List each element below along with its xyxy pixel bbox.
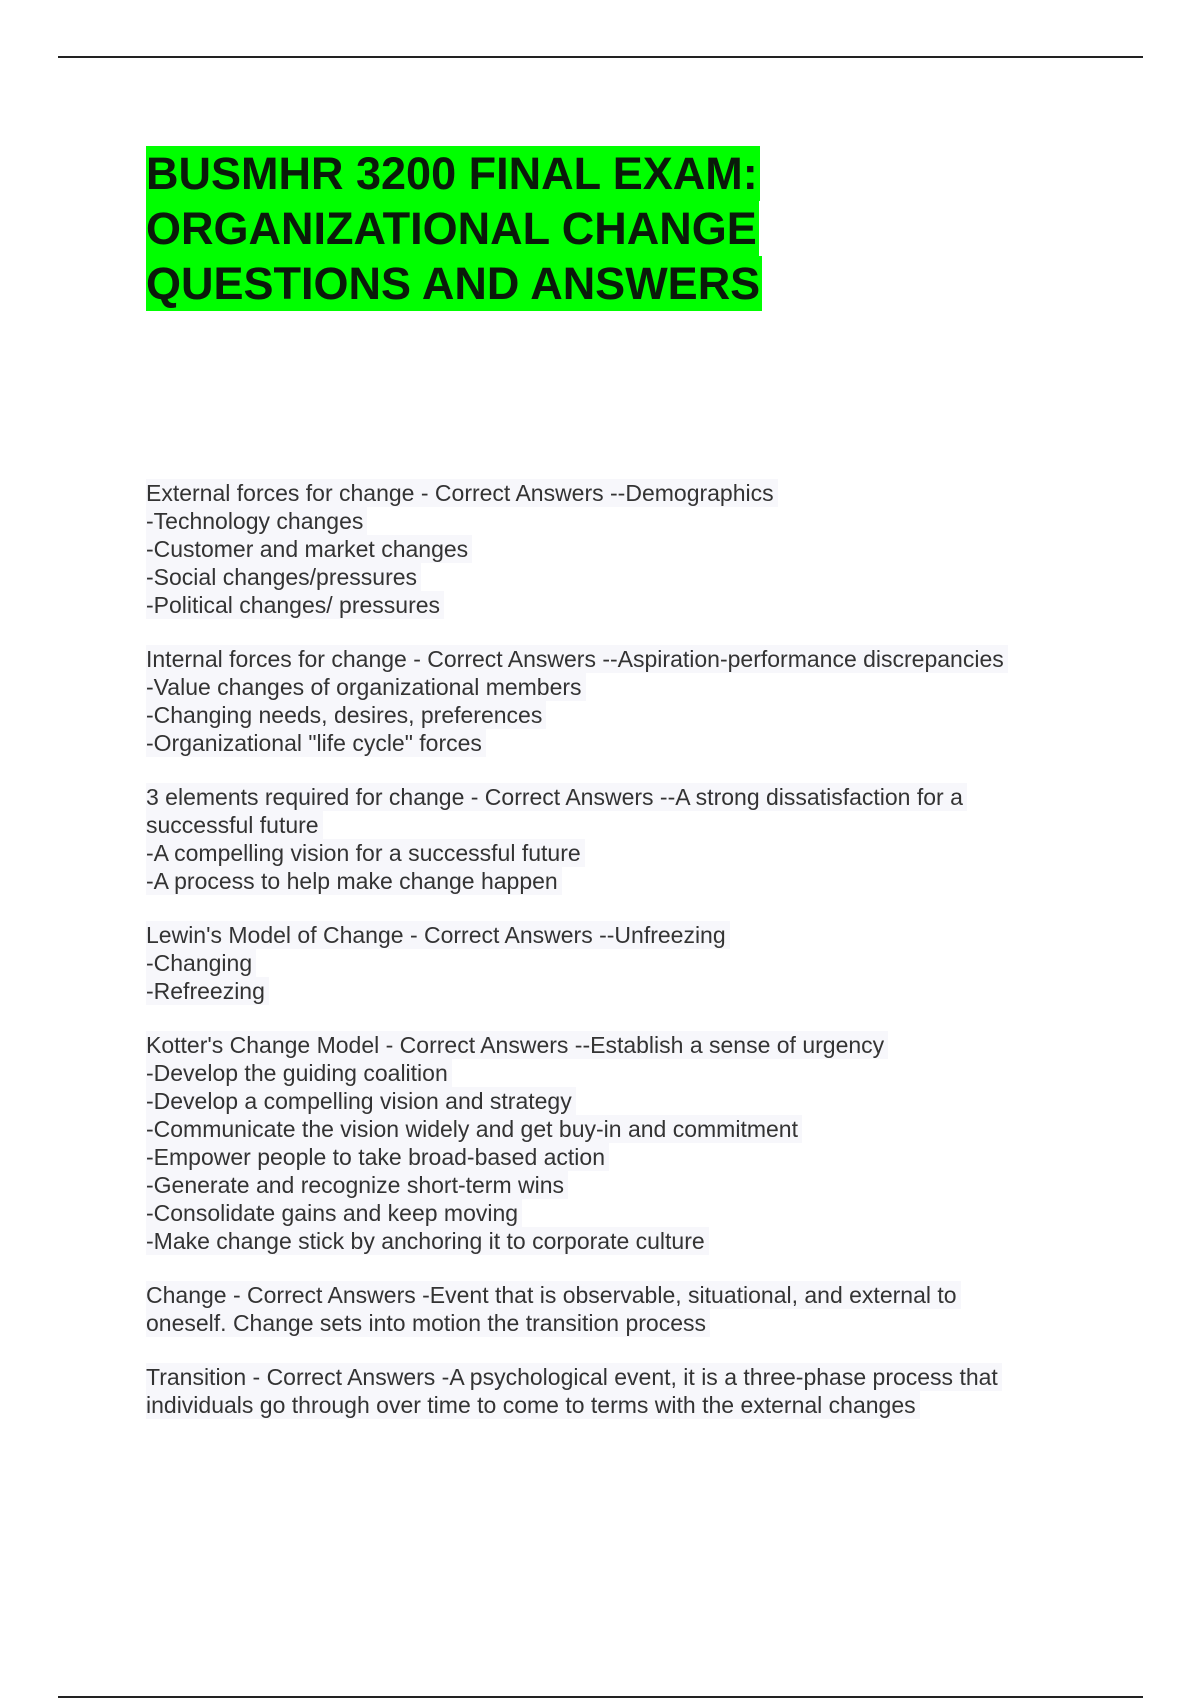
qa-line: oneself. Change sets into motion the transition process (146, 1309, 710, 1337)
title-line-2: ORGANIZATIONAL CHANGE (146, 203, 757, 254)
qa-change (146, 1281, 1106, 1337)
qa-line: -Political changes/ pressures (146, 591, 444, 619)
qa-list (146, 479, 1106, 1445)
qa-line: -Generate and recognize short-term wins (146, 1171, 568, 1199)
qa-line: -Social changes/pressures (146, 563, 421, 591)
qa-line: -Changing needs, desires, preferences (146, 701, 546, 729)
qa-line: -Consolidate gains and keep moving (146, 1199, 522, 1227)
qa-line: Lewin's Model of Change - Correct Answers --Unfreezing (146, 921, 730, 949)
title-line-1: BUSMHR 3200 FINAL EXAM: (146, 148, 758, 199)
qa-line: Kotter's Change Model - Correct Answers --Establish a sense of urgency (146, 1031, 888, 1059)
qa-line: -Changing (146, 949, 256, 977)
qa-line: -Refreezing (146, 977, 269, 1005)
qa-line: -Develop the guiding coalition (146, 1059, 452, 1087)
bottom-rule (58, 1696, 1143, 1698)
qa-line: -Develop a compelling vision and strategy (146, 1087, 576, 1115)
document-title (146, 146, 762, 311)
qa-line: -Technology changes (146, 507, 367, 535)
qa-internal-forces (146, 645, 1106, 757)
qa-line: -Organizational "life cycle" forces (146, 729, 486, 757)
qa-line: Change - Correct Answers -Event that is observable, situational, and external to (146, 1281, 961, 1309)
qa-line: -Customer and market changes (146, 535, 472, 563)
qa-external-forces (146, 479, 1106, 619)
qa-line: -Empower people to take broad-based action (146, 1143, 609, 1171)
qa-line: External forces for change - Correct Answers --Demographics (146, 479, 778, 507)
qa-line: -Value changes of organizational members (146, 673, 586, 701)
qa-lewin-model (146, 921, 1106, 1005)
qa-line: Transition - Correct Answers -A psychological event, it is a three-phase process that (146, 1363, 1002, 1391)
qa-line: individuals go through over time to come to terms with the external changes (146, 1391, 920, 1419)
qa-kotter-model (146, 1031, 1106, 1255)
title-line-3: QUESTIONS AND ANSWERS (146, 258, 761, 309)
qa-line: 3 elements required for change - Correct Answers --A strong dissatisfaction for a (146, 783, 967, 811)
qa-line: Internal forces for change - Correct Answers --Aspiration-performance discrepancies (146, 645, 1008, 673)
qa-line: -Communicate the vision widely and get buy-in and commitment (146, 1115, 802, 1143)
qa-transition (146, 1363, 1106, 1419)
qa-line: -A process to help make change happen (146, 867, 562, 895)
qa-line: successful future (146, 811, 323, 839)
qa-line: -A compelling vision for a successful future (146, 839, 585, 867)
top-rule (58, 56, 1143, 58)
qa-three-elements (146, 783, 1106, 895)
qa-line: -Make change stick by anchoring it to corporate culture (146, 1227, 709, 1255)
